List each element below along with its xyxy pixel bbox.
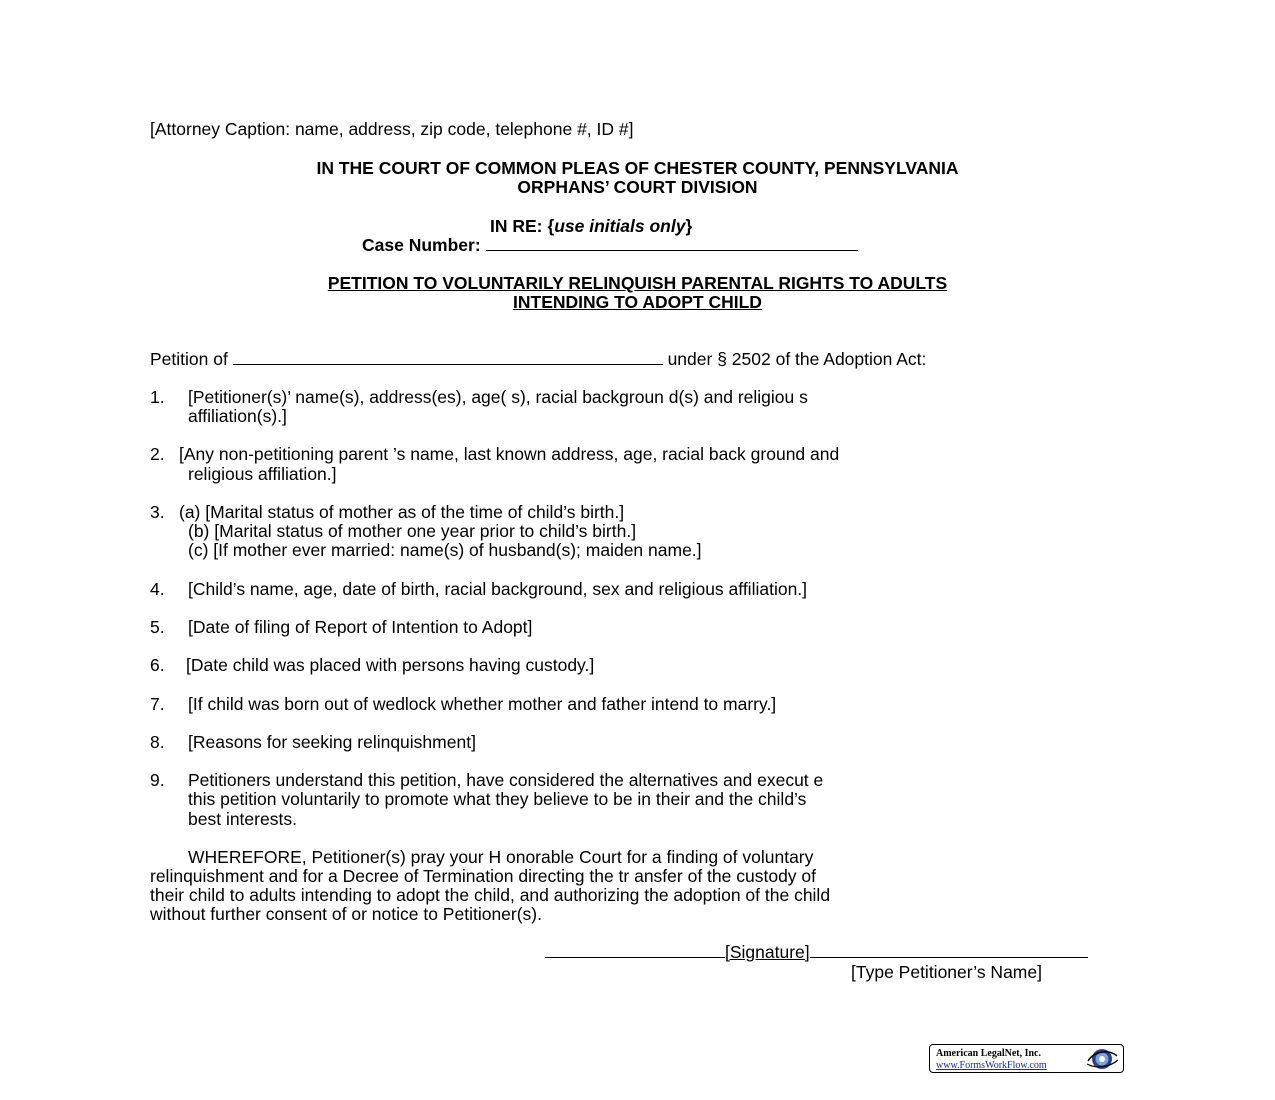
in-re-value: use initials only — [554, 216, 686, 236]
item-8-text: [Reasons for seeking relinquishment] — [188, 732, 476, 752]
petition-of-suffix: under § 2502 of the Adoption Act: — [667, 349, 927, 369]
item-4-text: [Child’s name, age, date of birth, racial background, sex and religious affiliation.] — [188, 579, 808, 599]
court-division: ORPHANS’ COURT DIVISION — [517, 177, 758, 197]
item-6-number: 6. — [150, 655, 165, 675]
attorney-caption: [Attorney Caption: name, address, zip code, telephone #, ID #] — [150, 119, 634, 139]
item-7-text: [If child was born out of wedlock whether mother and father intend to marry.] — [188, 694, 777, 714]
logo-website-link[interactable]: www.FormsWorkFlow.com — [936, 1060, 1047, 1071]
item-5-number: 5. — [150, 617, 165, 637]
in-re-line — [490, 216, 692, 237]
item-9-line1: Petitioners understand this petition, have considered the alternatives and execut e — [188, 770, 824, 790]
wherefore-line2: relinquishment and for a Decree of Termination directing the tr ansfer of the custody of — [150, 866, 817, 886]
globe-icon — [1084, 1047, 1120, 1071]
court-name: IN THE COURT OF COMMON PLEAS OF CHESTER COUNTY, PENNSYLVANIA — [316, 158, 959, 178]
in-re-close: } — [685, 216, 693, 236]
item-2-number: 2. — [150, 444, 165, 464]
signature-label: [Signature] — [725, 942, 810, 962]
in-re-label: IN RE: { — [490, 216, 555, 236]
item-1-number: 1. — [150, 387, 165, 407]
item-2-line2: religious affiliation.] — [188, 464, 337, 484]
petition-title-line2: INTENDING TO ADOPT CHILD — [513, 292, 762, 312]
case-number-line — [362, 235, 858, 256]
petitioner-name-field[interactable] — [233, 350, 663, 365]
petition-of-line — [150, 350, 926, 369]
item-5-text: [Date of filing of Report of Intention to Adopt] — [188, 617, 533, 637]
case-number-field[interactable] — [486, 236, 858, 251]
item-3-a: (a) [Marital status of mother as of the time of child’s birth.] — [179, 502, 625, 522]
wherefore-line1: WHEREFORE, Petitioner(s) pray your H onorable Court for a finding of voluntary — [188, 847, 814, 867]
wherefore-line4: without further consent of or notice to Petitioner(s). — [150, 904, 542, 924]
item-9-number: 9. — [150, 770, 165, 790]
signature-line[interactable] — [545, 943, 1088, 962]
logo-company-name: American LegalNet, Inc. — [936, 1048, 1041, 1059]
item-4-number: 4. — [150, 579, 165, 599]
item-3-c: (c) [If mother ever married: name(s) of husband(s); maiden name.] — [188, 540, 702, 560]
wherefore-line3: their child to adults intending to adopt the child, and authorizing the adoption of the child — [150, 885, 831, 905]
petition-title-line1: PETITION TO VOLUNTARILY RELINQUISH PARENTAL RIGHTS TO ADULTS — [327, 273, 948, 293]
item-9-line3: best interests. — [188, 809, 297, 829]
case-number-label: Case Number: — [362, 235, 481, 255]
item-1-line1: [Petitioner(s)’ name(s), address(es), age( s), racial backgroun d(s) and religiou s — [188, 387, 808, 407]
petitioner-name-label: [Type Petitioner’s Name] — [851, 962, 1042, 982]
item-3-b: (b) [Marital status of mother one year prior to child’s birth.] — [188, 521, 637, 541]
item-9-line2: this petition voluntarily to promote what they believe to be in their and the child’s — [188, 789, 807, 809]
item-8-number: 8. — [150, 732, 165, 752]
item-1-line2: affiliation(s).] — [188, 406, 287, 426]
item-2-line1: [Any non-petitioning parent ’s name, last known address, age, racial back ground and — [179, 444, 840, 464]
item-3-number: 3. — [150, 502, 165, 522]
petition-of-prefix: Petition of — [150, 349, 228, 369]
item-7-number: 7. — [150, 694, 165, 714]
signature-blank-right — [810, 943, 1088, 958]
signature-blank-left — [545, 943, 725, 958]
american-legalnet-logo[interactable] — [929, 1044, 1124, 1073]
item-6-text: [Date child was placed with persons having custody.] — [186, 655, 595, 675]
